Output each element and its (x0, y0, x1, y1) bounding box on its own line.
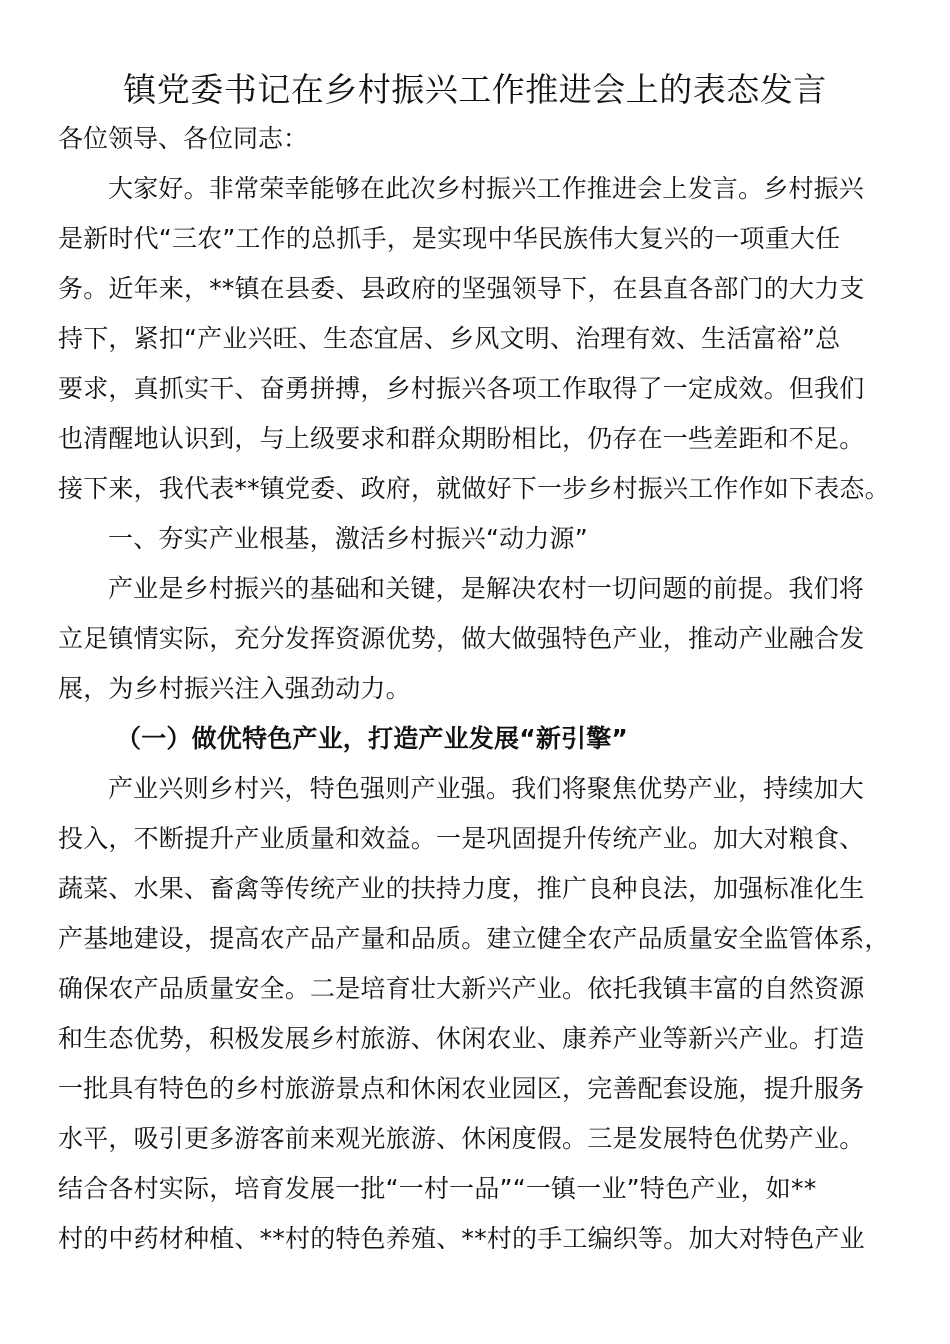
subsection-heading: （一）做优特色产业，打造产业发展“新引擎” (116, 724, 629, 753)
paragraph-line: 立足镇情实际，充分发挥资源优势，做大做强特色产业，推动产业融合发 (58, 624, 865, 653)
section-heading: 一、夯实产业根基，激活乡村振兴“动力源” (108, 524, 588, 553)
paragraph-line: 投入，不断提升产业质量和效益。一是巩固提升传统产业。加大对粮食、 (58, 824, 865, 853)
paragraph-line: 也清醒地认识到，与上级要求和群众期盼相比，仍存在一些差距和不足。 (58, 424, 865, 453)
paragraph-line: 和生态优势，积极发展乡村旅游、休闲农业、康养产业等新兴产业。打造 (58, 1024, 865, 1053)
paragraph-line: 蔬菜、水果、畜禽等传统产业的扶持力度，推广良种良法，加强标准化生 (58, 874, 865, 903)
paragraph-line: 接下来，我代表**镇党委、政府，就做好下一步乡村振兴工作作如下表态。 (58, 474, 890, 503)
paragraph-line: 产基地建设，提高农产品产量和品质。建立健全农产品质量安全监管体系， (58, 924, 890, 953)
paragraph-line: 产业兴则乡村兴，特色强则产业强。我们将聚焦优势产业，持续加大 (108, 774, 865, 803)
document-body (58, 164, 898, 1264)
paragraph-line: 要求，真抓实干、奋勇拼搏，乡村振兴各项工作取得了一定成效。但我们 (58, 374, 865, 403)
salutation: 各位领导、各位同志： (58, 124, 309, 153)
paragraph-line: 持下，紧扣“产业兴旺、生态宜居、乡风文明、治理有效、生活富裕”总 (58, 324, 841, 353)
paragraph-line: 结合各村实际，培育发展一批“一村一品”“一镇一业”特色产业，如** (58, 1174, 817, 1203)
document-title: 镇党委书记在乡村振兴工作推进会上的表态发言 (123, 70, 827, 109)
paragraph-line: 村的中药材种植、**村的特色养殖、**村的手工编织等。加大对特色产业 (58, 1224, 865, 1253)
paragraph-line: 务。近年来，**镇在县委、县政府的坚强领导下，在县直各部门的大力支 (58, 274, 865, 303)
paragraph-line: 确保农产品质量安全。二是培育壮大新兴产业。依托我镇丰富的自然资源 (58, 974, 865, 1003)
paragraph-line: 展，为乡村振兴注入强劲动力。 (58, 674, 411, 703)
paragraph-line: 一批具有特色的乡村旅游景点和休闲农业园区，完善配套设施，提升服务 (58, 1074, 865, 1103)
paragraph-line: 水平，吸引更多游客前来观光旅游、休闲度假。三是发展特色优势产业。 (58, 1124, 865, 1153)
paragraph-line: 产业是乡村振兴的基础和关键，是解决农村一切问题的前提。我们将 (108, 574, 865, 603)
paragraph-line: 大家好。非常荣幸能够在此次乡村振兴工作推进会上发言。乡村振兴 (108, 174, 865, 203)
paragraph-line: 是新时代“三农”工作的总抓手，是实现中华民族伟大复兴的一项重大任 (58, 224, 841, 253)
